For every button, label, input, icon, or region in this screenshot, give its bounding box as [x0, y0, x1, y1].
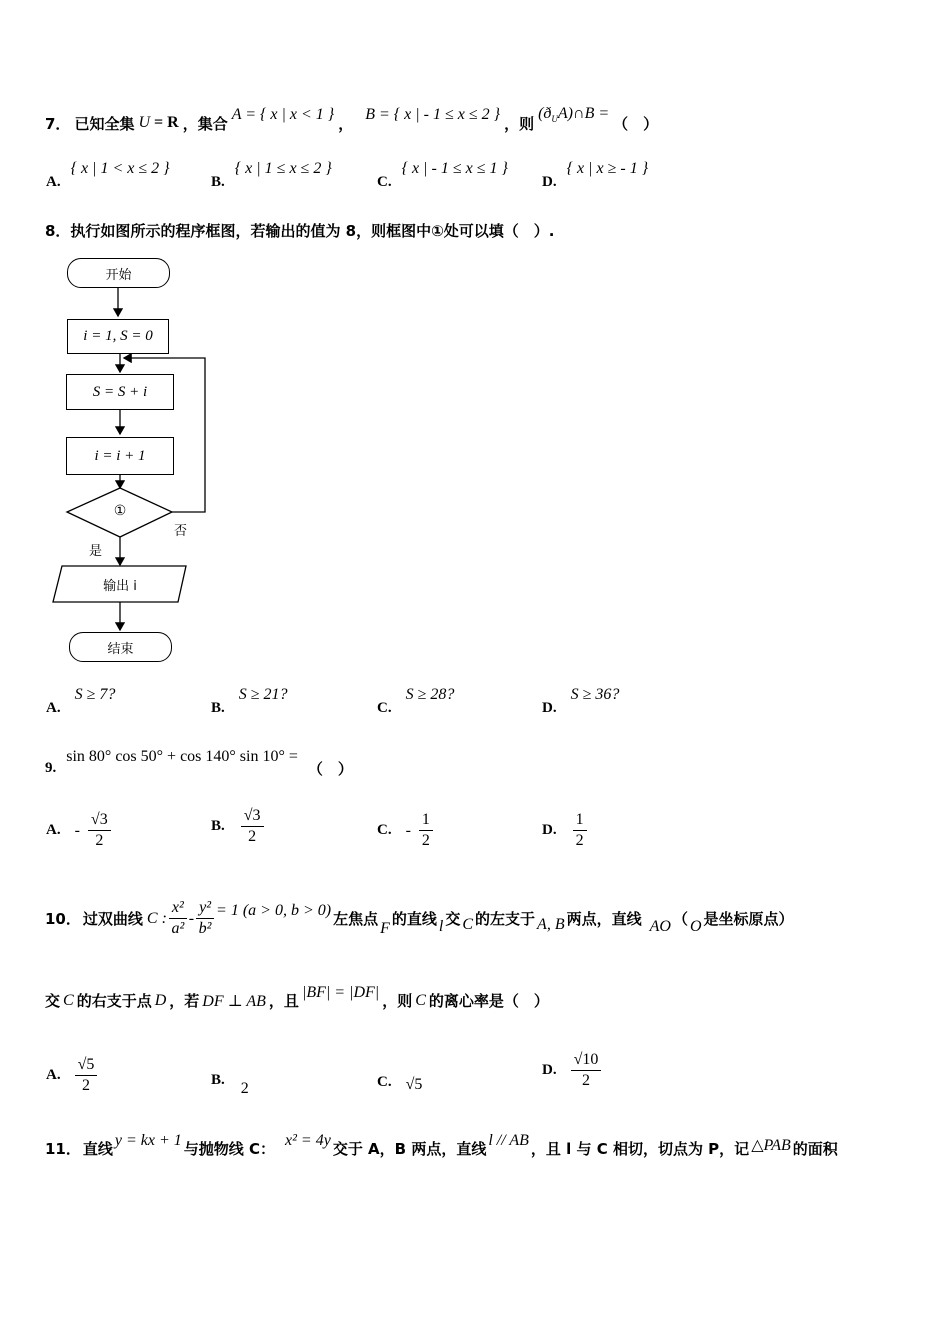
q10-abs: |BF| = |DF|	[301, 983, 380, 1001]
q10-frac-y: $\frac{\text{y²}}{\text{b²}}$	[196, 898, 214, 939]
q9-option-a[interactable]	[46, 810, 111, 851]
q11-text-1: 直线	[82, 1140, 113, 1158]
option-label: A.	[46, 700, 61, 716]
option-text: 2	[240, 1080, 249, 1097]
q11-text-4: ，且 l 与 C 相切，切点为 P，记	[530, 1140, 750, 1158]
flow-sum: S = S + i	[66, 374, 174, 410]
q9-line	[45, 748, 353, 779]
q7-eqR: = R	[154, 114, 179, 131]
q7-text-3: ，则	[504, 114, 535, 133]
q8-option-b[interactable]	[211, 686, 288, 717]
q10-line-1	[45, 898, 794, 939]
q7-number: 7．	[45, 114, 71, 133]
q8-title: 8．执行如图所示的程序框图，若输出的值为 8，则框图中①处可以填（ ）.	[45, 222, 555, 240]
q10-C2: C	[462, 915, 474, 933]
q7-complement: $(ð_UA)\cap B$ =	[538, 105, 610, 125]
option-label: D.	[542, 1062, 557, 1078]
q10-condition: = 1 (a > 0, b > 0)	[216, 901, 332, 919]
q10-l: l	[438, 917, 444, 935]
q10-option-c[interactable]	[377, 1070, 422, 1094]
option-text: S ≥ 36?	[570, 686, 620, 703]
q10-text-5: 的左支于	[475, 910, 536, 928]
option-fraction: $\frac{√3}{2}$	[88, 810, 111, 851]
q10-O: O	[689, 917, 702, 935]
q10-option-b[interactable]	[211, 1072, 249, 1098]
q10-text-2: 左焦点	[333, 910, 379, 928]
option-label: C.	[377, 700, 392, 716]
q10-l2-text-4: ，且	[268, 992, 299, 1010]
q10-minus: -	[188, 909, 195, 927]
option-text: { x | x ≥ - 1 }	[566, 160, 649, 177]
q9-paren: （ ）	[307, 760, 353, 778]
q10-F: F	[380, 919, 390, 937]
option-text: { x | 1 ≤ x ≤ 2 }	[234, 160, 332, 177]
q10-text-6: 两点，直线	[566, 910, 642, 928]
q10-l2-text-2: 的右支于点	[76, 992, 152, 1010]
option-label: A.	[46, 174, 61, 190]
option-label: B.	[211, 174, 225, 190]
option-label: C.	[377, 1073, 392, 1090]
q10-C3: C	[415, 991, 426, 1009]
option-sign: -	[74, 821, 80, 839]
q10-C: C :	[146, 909, 167, 927]
q11-parallel: l // AB	[488, 1131, 529, 1149]
option-text: { x | - 1 ≤ x ≤ 1 }	[401, 160, 508, 177]
flow-inc: i = i + 1	[66, 437, 174, 475]
q7-set-A: A = { x | x < 1 }	[231, 106, 335, 123]
q10-text-3: 的直线	[391, 910, 437, 928]
flow-start: 开始	[67, 258, 170, 288]
q7-set-B: B = { x | - 1 ≤ x ≤ 2 }	[365, 106, 501, 123]
q9-option-d[interactable]	[542, 810, 587, 851]
q10-option-d[interactable]	[542, 1050, 601, 1091]
flow-end: 结束	[69, 632, 172, 662]
option-label: C.	[377, 174, 392, 190]
option-text: S ≥ 7?	[74, 686, 116, 703]
q10-AB: A, B	[537, 915, 565, 933]
q10-line-2	[45, 983, 549, 1011]
q11-line	[45, 1131, 838, 1159]
q7-paren: （ ）	[613, 114, 659, 133]
flow-cond: ①	[113, 503, 127, 519]
option-text: { x | 1 < x ≤ 2 }	[70, 160, 170, 177]
flow-init: i = 1, S = 0	[67, 319, 169, 354]
q9-option-b[interactable]	[211, 806, 264, 847]
q11-line-eq: y = kx + 1	[114, 1131, 182, 1149]
q8-option-a[interactable]	[46, 686, 115, 717]
q11-number: 11．	[45, 1140, 81, 1158]
q11-text-3: 交于 A，B 两点，直线	[332, 1140, 487, 1158]
q10-l2-text-3: ，若	[169, 992, 200, 1010]
q10-l2-text-6: 的离心率是（ ）	[428, 992, 549, 1010]
q8-option-c[interactable]	[377, 686, 454, 717]
option-label: B.	[211, 818, 225, 834]
q7-text-2: ，集合	[182, 114, 228, 133]
option-label: D.	[542, 174, 557, 190]
q8-option-d[interactable]	[542, 686, 619, 717]
q11-text-2: 与抛物线 C：	[183, 1140, 276, 1158]
option-text: √5	[405, 1076, 423, 1093]
option-text: S ≥ 21?	[238, 686, 288, 703]
flow-yes-label: 是	[89, 544, 103, 559]
q10-AO: AO	[649, 917, 671, 935]
q10-l2-text-5: ，则	[382, 992, 413, 1010]
option-sign: -	[405, 821, 411, 839]
q11-text-5: 的面积	[792, 1140, 838, 1158]
q10-text-7: （	[672, 910, 688, 928]
q10-perp: DF ⊥ AB	[202, 992, 266, 1010]
q9-expr: sin 80° cos 50° + cos 140° sin 10° =	[66, 748, 298, 765]
flow-output: 输出 i	[103, 578, 137, 594]
q7-text-1: 已知全集	[74, 114, 135, 133]
q10-option-a[interactable]	[46, 1055, 97, 1096]
option-fraction: $\frac{1}{2}$	[573, 810, 587, 851]
option-label: B.	[211, 700, 225, 716]
q11-triangle: △PAB	[751, 1136, 791, 1154]
flow-no-label: 否	[174, 524, 188, 539]
q10-l2-text-1: 交	[45, 992, 61, 1010]
q7-comma: ，	[338, 114, 354, 133]
q10-D: D	[154, 991, 167, 1009]
option-fraction: $\frac{1}{2}$	[419, 810, 433, 851]
option-label: C.	[377, 822, 392, 838]
q9-option-c[interactable]	[377, 810, 433, 851]
q10-text-1: 过双曲线	[82, 910, 143, 928]
option-label: D.	[542, 822, 557, 838]
option-text: S ≥ 28?	[405, 686, 455, 703]
option-label: B.	[211, 1072, 225, 1088]
q11-parabola: x² = 4y	[285, 1131, 331, 1149]
q10-frac-x: $\frac{\text{x²}}{\text{a²}}$	[169, 898, 187, 939]
option-label: D.	[542, 700, 557, 716]
q10-number: 10．	[45, 910, 81, 928]
q7-U: U	[138, 114, 151, 131]
option-fraction: $\frac{√3}{2}$	[241, 806, 264, 847]
q10-text-8: 是坐标原点）	[703, 910, 794, 928]
q9-number: 9.	[45, 760, 57, 776]
q10-text-4: 交	[445, 910, 461, 928]
option-fraction: $\frac{√5}{2}$	[75, 1055, 98, 1096]
option-fraction: $\frac{√10}{2}$	[571, 1050, 602, 1091]
option-label: A.	[46, 822, 61, 838]
option-label: A.	[46, 1067, 61, 1083]
q10-l2-C: C	[63, 991, 74, 1009]
